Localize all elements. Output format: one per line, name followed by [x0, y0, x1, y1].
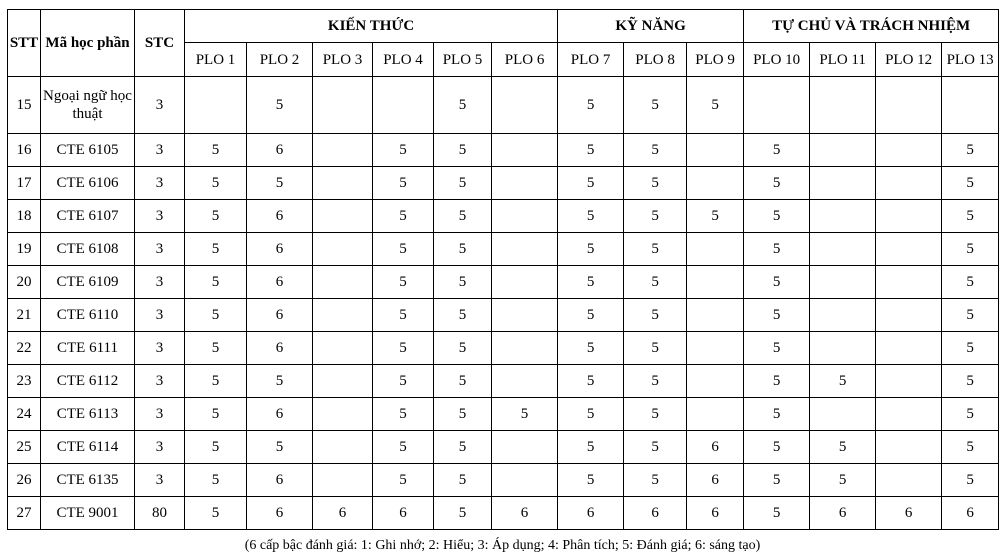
- cell-plo-1: 5: [185, 332, 247, 365]
- cell-plo-3: [313, 200, 373, 233]
- cell-plo-6: [492, 200, 558, 233]
- cell-plo-4: 5: [373, 134, 434, 167]
- cell-plo-7: 5: [558, 200, 624, 233]
- cell-plo-10: 5: [744, 464, 810, 497]
- cell-stt: 24: [8, 398, 41, 431]
- header-plo-2: PLO 2: [247, 43, 313, 77]
- cell-plo-12: [876, 464, 942, 497]
- cell-plo-9: 6: [687, 497, 744, 530]
- cell-plo-1: [185, 77, 247, 134]
- cell-stc: 3: [135, 200, 185, 233]
- cell-code: CTE 6112: [41, 365, 135, 398]
- cell-plo-2: 6: [247, 266, 313, 299]
- cell-plo-6: [492, 134, 558, 167]
- cell-plo-12: [876, 398, 942, 431]
- cell-plo-11: 5: [810, 365, 876, 398]
- cell-stc: 3: [135, 365, 185, 398]
- table-row: [8, 365, 999, 398]
- header-plo-3: PLO 3: [313, 43, 373, 77]
- cell-plo-7: 5: [558, 398, 624, 431]
- cell-plo-1: 5: [185, 431, 247, 464]
- cell-plo-9: [687, 365, 744, 398]
- cell-plo-7: 5: [558, 431, 624, 464]
- cell-plo-6: [492, 464, 558, 497]
- cell-plo-8: 5: [624, 266, 687, 299]
- table-row: [8, 431, 999, 464]
- cell-plo-1: 5: [185, 233, 247, 266]
- cell-plo-12: [876, 431, 942, 464]
- cell-code: CTE 6111: [41, 332, 135, 365]
- header-plo-12: PLO 12: [876, 43, 942, 77]
- cell-plo-3: [313, 134, 373, 167]
- cell-plo-12: [876, 77, 942, 134]
- table-row: [8, 497, 999, 530]
- cell-plo-5: 5: [434, 365, 492, 398]
- cell-code: CTE 6106: [41, 167, 135, 200]
- cell-stt: 22: [8, 332, 41, 365]
- cell-plo-10: 5: [744, 398, 810, 431]
- cell-plo-13: 5: [942, 332, 999, 365]
- cell-plo-4: 5: [373, 332, 434, 365]
- cell-plo-12: [876, 134, 942, 167]
- cell-plo-11: [810, 266, 876, 299]
- cell-plo-8: 5: [624, 233, 687, 266]
- cell-plo-8: 5: [624, 431, 687, 464]
- cell-plo-4: 5: [373, 464, 434, 497]
- cell-plo-2: 6: [247, 497, 313, 530]
- cell-plo-4: 5: [373, 233, 434, 266]
- header-group-kien-thuc: KIẾN THỨC: [185, 10, 558, 43]
- cell-plo-6: [492, 431, 558, 464]
- cell-plo-2: 6: [247, 233, 313, 266]
- cell-plo-5: 5: [434, 497, 492, 530]
- cell-plo-3: [313, 398, 373, 431]
- cell-plo-3: [313, 233, 373, 266]
- cell-code: CTE 6114: [41, 431, 135, 464]
- cell-plo-6: [492, 266, 558, 299]
- header-plo-11: PLO 11: [810, 43, 876, 77]
- cell-plo-2: 5: [247, 77, 313, 134]
- cell-plo-8: 5: [624, 299, 687, 332]
- cell-plo-9: [687, 167, 744, 200]
- cell-plo-10: 5: [744, 332, 810, 365]
- cell-stt: 25: [8, 431, 41, 464]
- cell-plo-11: [810, 398, 876, 431]
- cell-plo-11: [810, 134, 876, 167]
- plo-mapping-table: [7, 9, 999, 530]
- cell-plo-9: [687, 332, 744, 365]
- table-row: [8, 398, 999, 431]
- header-plo-6: PLO 6: [492, 43, 558, 77]
- cell-plo-10: 5: [744, 200, 810, 233]
- cell-plo-4: 5: [373, 266, 434, 299]
- cell-stt: 27: [8, 497, 41, 530]
- cell-plo-9: [687, 299, 744, 332]
- table-row: [8, 233, 999, 266]
- footnote: (6 cấp bậc đánh giá: 1: Ghi nhớ; 2: Hiểu; 3: Áp dụng; 4: Phân tích; 5: Đánh giá; 6: sáng tạo): [244, 538, 761, 553]
- cell-plo-11: [810, 167, 876, 200]
- cell-plo-3: [313, 332, 373, 365]
- cell-plo-9: [687, 134, 744, 167]
- table-row: [8, 332, 999, 365]
- cell-plo-11: 5: [810, 464, 876, 497]
- cell-code: CTE 6110: [41, 299, 135, 332]
- cell-stc: 3: [135, 398, 185, 431]
- cell-stt: 20: [8, 266, 41, 299]
- cell-code: CTE 6109: [41, 266, 135, 299]
- table-row: [8, 77, 999, 134]
- header-plo-7: PLO 7: [558, 43, 624, 77]
- cell-plo-2: 5: [247, 167, 313, 200]
- cell-plo-13: 5: [942, 464, 999, 497]
- cell-plo-13: 5: [942, 365, 999, 398]
- cell-plo-3: [313, 266, 373, 299]
- cell-plo-12: [876, 299, 942, 332]
- cell-plo-11: [810, 332, 876, 365]
- cell-plo-10: 5: [744, 266, 810, 299]
- cell-plo-8: 5: [624, 77, 687, 134]
- header-plo-10: PLO 10: [744, 43, 810, 77]
- cell-plo-7: 5: [558, 332, 624, 365]
- cell-plo-2: 5: [247, 365, 313, 398]
- table-row: [8, 464, 999, 497]
- cell-plo-10: 5: [744, 299, 810, 332]
- table-row: [8, 266, 999, 299]
- cell-plo-11: [810, 299, 876, 332]
- cell-plo-5: 5: [434, 266, 492, 299]
- cell-plo-5: 5: [434, 167, 492, 200]
- cell-stc: 3: [135, 134, 185, 167]
- cell-plo-9: 6: [687, 464, 744, 497]
- cell-stt: 17: [8, 167, 41, 200]
- cell-plo-7: 5: [558, 299, 624, 332]
- cell-plo-8: 5: [624, 365, 687, 398]
- cell-plo-2: 6: [247, 464, 313, 497]
- cell-plo-13: 5: [942, 167, 999, 200]
- cell-plo-12: [876, 233, 942, 266]
- cell-plo-2: 6: [247, 299, 313, 332]
- cell-stc: 3: [135, 167, 185, 200]
- cell-plo-7: 5: [558, 233, 624, 266]
- cell-plo-13: 5: [942, 134, 999, 167]
- cell-plo-8: 6: [624, 497, 687, 530]
- cell-plo-1: 5: [185, 266, 247, 299]
- cell-plo-1: 5: [185, 365, 247, 398]
- cell-plo-4: 5: [373, 365, 434, 398]
- cell-stt: 16: [8, 134, 41, 167]
- cell-plo-6: 5: [492, 398, 558, 431]
- cell-plo-10: [744, 77, 810, 134]
- cell-plo-13: 5: [942, 398, 999, 431]
- table-row: [8, 299, 999, 332]
- cell-plo-3: [313, 365, 373, 398]
- cell-plo-4: 5: [373, 299, 434, 332]
- cell-plo-9: [687, 398, 744, 431]
- cell-plo-13: 5: [942, 431, 999, 464]
- cell-plo-11: [810, 233, 876, 266]
- cell-plo-7: 5: [558, 167, 624, 200]
- cell-plo-3: [313, 77, 373, 134]
- cell-plo-7: 5: [558, 134, 624, 167]
- cell-plo-7: 6: [558, 497, 624, 530]
- header-plo-13: PLO 13: [942, 43, 999, 77]
- cell-plo-9: 5: [687, 200, 744, 233]
- cell-plo-11: [810, 200, 876, 233]
- cell-plo-12: [876, 167, 942, 200]
- cell-plo-13: 5: [942, 200, 999, 233]
- cell-plo-2: 5: [247, 431, 313, 464]
- cell-plo-6: [492, 365, 558, 398]
- cell-plo-5: 5: [434, 332, 492, 365]
- cell-plo-3: 6: [313, 497, 373, 530]
- cell-plo-12: [876, 365, 942, 398]
- cell-plo-8: 5: [624, 464, 687, 497]
- plo-table-container: [7, 9, 999, 530]
- header-plo-1: PLO 1: [185, 43, 247, 77]
- cell-plo-5: 5: [434, 233, 492, 266]
- cell-plo-1: 5: [185, 299, 247, 332]
- cell-plo-12: 6: [876, 497, 942, 530]
- cell-plo-2: 6: [247, 200, 313, 233]
- cell-plo-2: 6: [247, 332, 313, 365]
- cell-plo-8: 5: [624, 134, 687, 167]
- cell-stt: 26: [8, 464, 41, 497]
- cell-plo-3: [313, 431, 373, 464]
- cell-plo-9: [687, 233, 744, 266]
- cell-plo-7: 5: [558, 266, 624, 299]
- cell-plo-1: 5: [185, 200, 247, 233]
- cell-plo-3: [313, 299, 373, 332]
- cell-plo-5: 5: [434, 431, 492, 464]
- cell-plo-4: 5: [373, 200, 434, 233]
- cell-plo-4: 5: [373, 398, 434, 431]
- header-group-tu-chu: TỰ CHỦ VÀ TRÁCH NHIỆM: [744, 10, 999, 43]
- cell-plo-4: 5: [373, 431, 434, 464]
- cell-stc: 80: [135, 497, 185, 530]
- cell-plo-10: 5: [744, 233, 810, 266]
- cell-plo-1: 5: [185, 167, 247, 200]
- cell-plo-13: 5: [942, 299, 999, 332]
- cell-plo-10: 5: [744, 167, 810, 200]
- cell-plo-4: 6: [373, 497, 434, 530]
- cell-code: CTE 6108: [41, 233, 135, 266]
- header-plo-5: PLO 5: [434, 43, 492, 77]
- cell-plo-11: [810, 77, 876, 134]
- cell-plo-2: 6: [247, 134, 313, 167]
- cell-plo-10: 5: [744, 365, 810, 398]
- cell-plo-8: 5: [624, 332, 687, 365]
- cell-plo-12: [876, 200, 942, 233]
- header-stc: STC: [135, 10, 185, 77]
- cell-code: CTE 6107: [41, 200, 135, 233]
- cell-plo-4: [373, 77, 434, 134]
- cell-plo-11: 6: [810, 497, 876, 530]
- table-body: [8, 77, 999, 530]
- header-group-ky-nang: KỸ NĂNG: [558, 10, 744, 43]
- cell-plo-6: [492, 332, 558, 365]
- cell-stc: 3: [135, 266, 185, 299]
- cell-stc: 3: [135, 233, 185, 266]
- cell-plo-1: 5: [185, 497, 247, 530]
- header-ma-hoc-phan: Mã học phần: [41, 10, 135, 77]
- cell-plo-10: 5: [744, 497, 810, 530]
- cell-plo-7: 5: [558, 365, 624, 398]
- cell-plo-11: 5: [810, 431, 876, 464]
- cell-plo-3: [313, 464, 373, 497]
- header-plo-9: PLO 9: [687, 43, 744, 77]
- header-stt: STT: [8, 10, 41, 77]
- cell-plo-1: 5: [185, 398, 247, 431]
- table-row: [8, 167, 999, 200]
- cell-plo-6: [492, 77, 558, 134]
- cell-stt: 15: [8, 77, 41, 134]
- cell-code: Ngoại ngữ học thuật: [41, 77, 135, 134]
- cell-plo-13: 5: [942, 233, 999, 266]
- cell-stc: 3: [135, 431, 185, 464]
- cell-plo-6: [492, 233, 558, 266]
- cell-plo-5: 5: [434, 77, 492, 134]
- cell-plo-12: [876, 266, 942, 299]
- cell-plo-6: 6: [492, 497, 558, 530]
- header-plo-4: PLO 4: [373, 43, 434, 77]
- table-row: [8, 200, 999, 233]
- cell-code: CTE 6113: [41, 398, 135, 431]
- cell-plo-12: [876, 332, 942, 365]
- cell-stt: 21: [8, 299, 41, 332]
- cell-plo-6: [492, 299, 558, 332]
- cell-plo-9: 6: [687, 431, 744, 464]
- cell-stt: 19: [8, 233, 41, 266]
- cell-stc: 3: [135, 464, 185, 497]
- cell-plo-5: 5: [434, 464, 492, 497]
- header-plo-8: PLO 8: [624, 43, 687, 77]
- cell-plo-1: 5: [185, 134, 247, 167]
- cell-plo-5: 5: [434, 398, 492, 431]
- cell-plo-4: 5: [373, 167, 434, 200]
- cell-plo-6: [492, 167, 558, 200]
- cell-stc: 3: [135, 77, 185, 134]
- cell-stc: 3: [135, 332, 185, 365]
- cell-plo-8: 5: [624, 167, 687, 200]
- cell-code: CTE 9001: [41, 497, 135, 530]
- table-row: [8, 134, 999, 167]
- cell-code: CTE 6105: [41, 134, 135, 167]
- cell-stc: 3: [135, 299, 185, 332]
- cell-code: CTE 6135: [41, 464, 135, 497]
- cell-plo-5: 5: [434, 200, 492, 233]
- cell-plo-7: 5: [558, 77, 624, 134]
- cell-plo-13: [942, 77, 999, 134]
- cell-plo-10: 5: [744, 431, 810, 464]
- cell-plo-1: 5: [185, 464, 247, 497]
- cell-plo-9: [687, 266, 744, 299]
- cell-plo-2: 6: [247, 398, 313, 431]
- cell-plo-3: [313, 167, 373, 200]
- cell-plo-5: 5: [434, 134, 492, 167]
- cell-stt: 23: [8, 365, 41, 398]
- cell-plo-13: 5: [942, 266, 999, 299]
- cell-plo-9: 5: [687, 77, 744, 134]
- cell-plo-13: 6: [942, 497, 999, 530]
- cell-plo-10: 5: [744, 134, 810, 167]
- cell-plo-8: 5: [624, 398, 687, 431]
- cell-stt: 18: [8, 200, 41, 233]
- cell-plo-8: 5: [624, 200, 687, 233]
- cell-plo-5: 5: [434, 299, 492, 332]
- cell-plo-7: 5: [558, 464, 624, 497]
